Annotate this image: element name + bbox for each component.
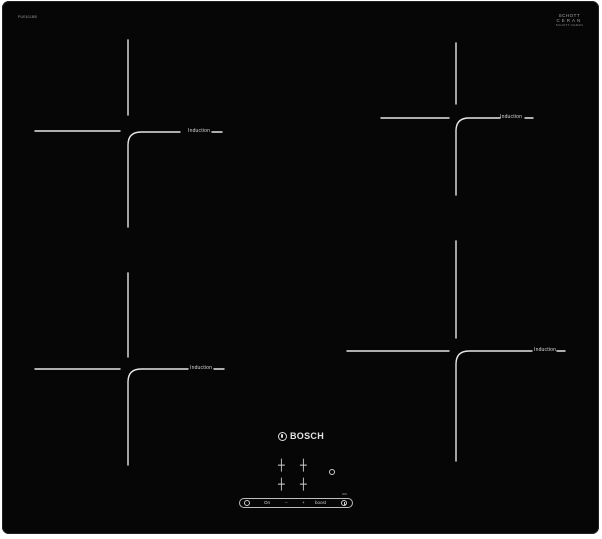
zone-front-right-label: Induction bbox=[500, 114, 523, 120]
boost-key[interactable]: boost bbox=[315, 500, 327, 505]
plus-key[interactable]: + bbox=[302, 500, 305, 505]
zone-front-left-label: Induction bbox=[188, 128, 211, 134]
zone-selector-rear-right-icon[interactable]: ┼ bbox=[300, 459, 307, 472]
model-code: PUE611BB bbox=[18, 15, 38, 19]
timer-icon[interactable] bbox=[341, 500, 347, 506]
glass-brand-line3: SCHOTT-CERAN bbox=[555, 23, 583, 27]
glass-brand-line2: CERAN bbox=[556, 18, 583, 23]
zone-selector-front-right-icon[interactable]: ┼ bbox=[300, 478, 307, 491]
child-lock-icon[interactable] bbox=[329, 469, 335, 475]
small-mark: 000 bbox=[342, 492, 348, 496]
brand-name: BOSCH bbox=[290, 431, 325, 441]
glass-brand-line1: SCHOTT bbox=[558, 13, 581, 18]
on-key[interactable]: On bbox=[264, 500, 271, 505]
zone-selector-rear-left-icon[interactable]: ┼ bbox=[278, 459, 285, 472]
brand-logo bbox=[278, 431, 324, 441]
zone-selector-front-left-icon[interactable]: ┼ bbox=[278, 478, 285, 491]
cooking-zone-markings bbox=[2, 1, 599, 534]
cooktop-panel bbox=[2, 1, 599, 534]
minus-key[interactable]: – bbox=[285, 500, 288, 505]
bosch-logo-icon bbox=[278, 432, 287, 441]
zone-rear-left-label: Induction bbox=[190, 365, 213, 371]
zone-rear-right-label: Induction bbox=[534, 347, 557, 353]
zone-rear-right-marking bbox=[347, 241, 565, 461]
power-icon[interactable] bbox=[244, 500, 250, 506]
control-slider-bar[interactable] bbox=[239, 498, 353, 508]
